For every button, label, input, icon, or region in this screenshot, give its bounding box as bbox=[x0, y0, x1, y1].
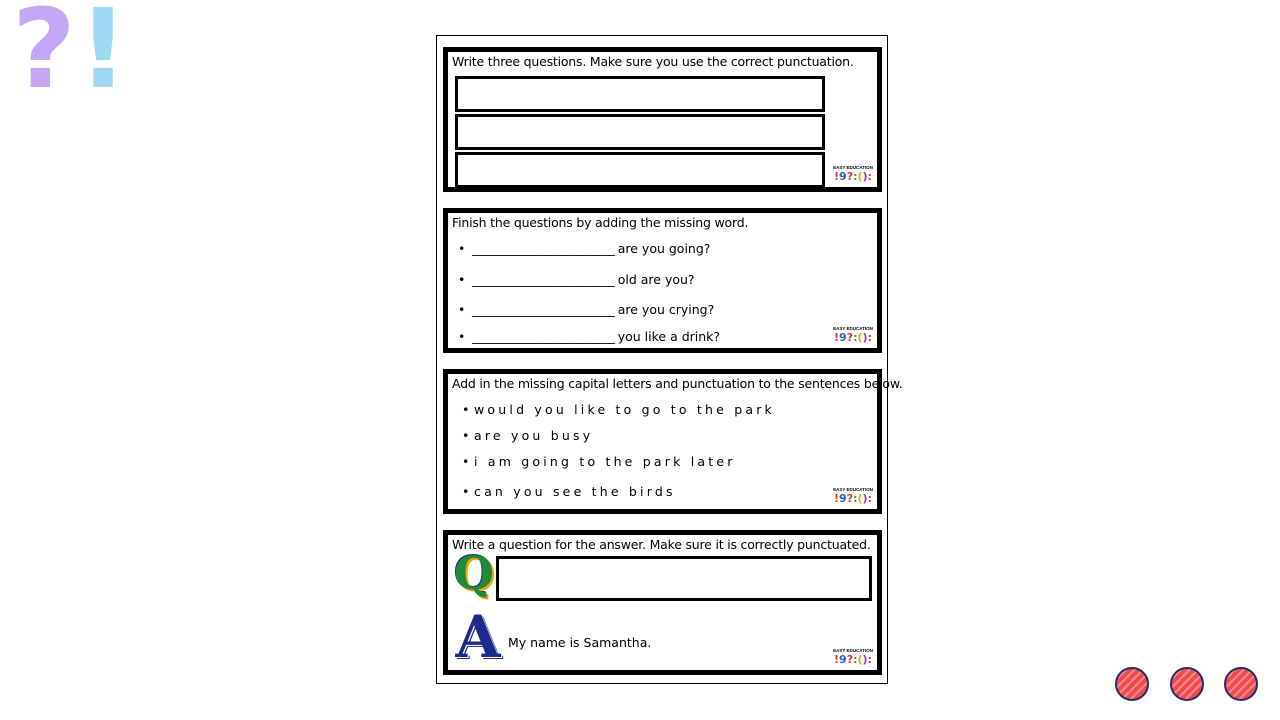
answer-box-2[interactable] bbox=[455, 114, 825, 150]
list-item: • can you see the birds bbox=[462, 484, 676, 499]
easy-education-logo: EASY EDUCATION ! 9 ? : ( ) : bbox=[833, 165, 873, 183]
answer-box-1[interactable] bbox=[455, 76, 825, 112]
easy-education-logo: EASY EDUCATION ! 9 ? : ( ) : bbox=[833, 326, 873, 344]
list-item: • would you like to go to the park bbox=[462, 402, 775, 417]
answer-box-3[interactable] bbox=[455, 152, 825, 188]
easy-education-logo: EASY EDUCATION ! 9 ? : ( ) : bbox=[833, 648, 873, 666]
easy-education-logo: EASY EDUCATION ! 9 ? : ( ) : bbox=[833, 487, 873, 505]
section3-instruction: Add in the missing capital letters and punctuation to the sentences below. bbox=[452, 376, 903, 391]
list-item: • ___________________________ are you going? bbox=[458, 241, 711, 256]
list-item: • are you busy bbox=[462, 428, 594, 443]
fill-blank[interactable]: ___________________________ bbox=[472, 302, 614, 317]
list-item: • i am going to the park later bbox=[462, 454, 736, 469]
question-mark-decoration: ? bbox=[12, 0, 76, 113]
worksheet bbox=[436, 35, 903, 684]
section-question-for-answer bbox=[443, 530, 882, 675]
section-write-questions bbox=[443, 47, 882, 192]
section-missing-word bbox=[443, 208, 882, 353]
nav-button-1[interactable] bbox=[1115, 667, 1149, 701]
exclamation-mark-decoration: ! bbox=[78, 0, 129, 113]
list-item: • ___________________________ are you crying? bbox=[458, 302, 715, 317]
list-item: • ___________________________ you like a drink? bbox=[458, 329, 721, 344]
list-item: • ___________________________ old are you? bbox=[458, 272, 695, 287]
a-letter-icon: A bbox=[455, 603, 501, 671]
fill-blank[interactable]: ___________________________ bbox=[472, 241, 614, 256]
fill-blank[interactable]: ___________________________ bbox=[472, 272, 614, 287]
question-answer-box[interactable] bbox=[496, 556, 872, 601]
section4-instruction: Write a question for the answer. Make sure it is correctly punctuated. bbox=[452, 537, 871, 552]
fill-blank[interactable]: ___________________________ bbox=[472, 329, 614, 344]
section1-instruction: Write three questions. Make sure you use the correct punctuation. bbox=[452, 54, 854, 69]
nav-button-2[interactable] bbox=[1170, 667, 1204, 701]
nav-button-3[interactable] bbox=[1224, 667, 1258, 701]
section2-instruction: Finish the questions by adding the missing word. bbox=[452, 215, 749, 230]
q-letter-icon: Q bbox=[454, 546, 495, 600]
given-answer: My name is Samantha. bbox=[508, 635, 652, 650]
section-capital-letters bbox=[443, 369, 903, 514]
